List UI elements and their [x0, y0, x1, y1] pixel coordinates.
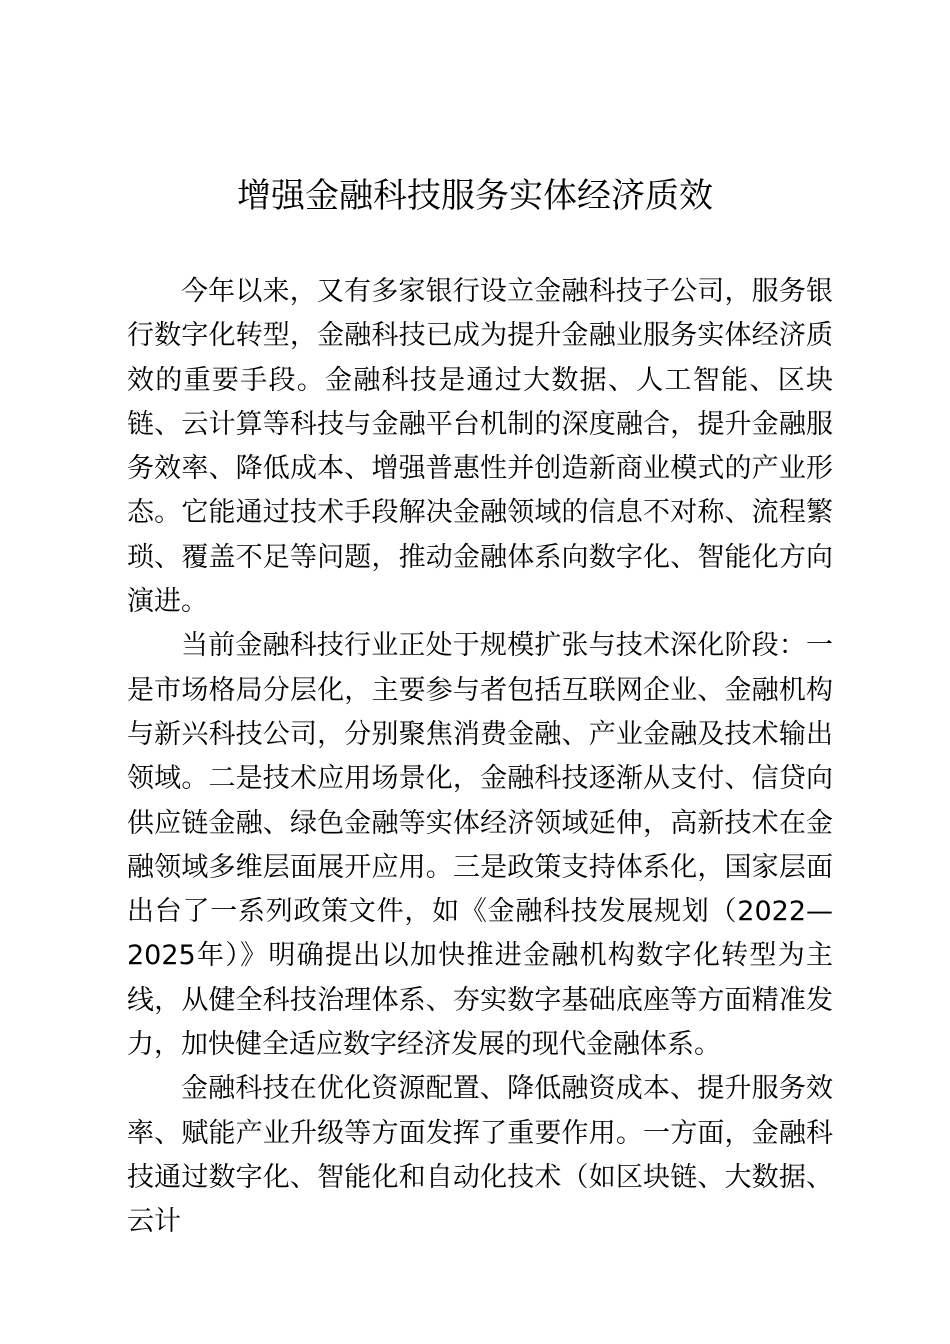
document-title: 增强金融科技服务实体经济质效 [237, 176, 713, 216]
paragraph-3: 金融科技在优化资源配置、降低融资成本、提升服务效率、赋能产业升级等方面发挥了重要作用。一方面，金融科技通过数字化、智能化和自动化技术（如区块链、大数据、云计 [127, 1073, 833, 1238]
document-body [127, 270, 833, 1245]
paragraph-1: 今年以来，又有多家银行设立金融科技子公司，服务银行数字化转型，金融科技已成为提升金融业服务实体经济质效的重要手段。金融科技是通过大数据、人工智能、区块链、云计算等科技与金融平台机制的深度融合，提升金融服务效率、降低成本、增强普惠性并创造新商业模式的产业形态。它能通过技术手段解决金融领域的信息不对称、流程繁琐、覆盖不足等问题，推动金融体系向数字化、智能化方向演进。 [127, 276, 833, 618]
paragraph-2: 当前金融科技行业正处于规模扩张与技术深化阶段：一是市场格局分层化，主要参与者包括互联网企业、金融机构与新兴科技公司，分别聚焦消费金融、产业金融及技术输出领域。二是技术应用场景化，金融科技逐渐从支付、信贷向供应链金融、绿色金融等实体经济领域延伸，高新技术在金融领域多维层面展开应用。三是政策支持体系化，国家层面出台了一系列政策文件，如《金融科技发展规划（2022—2025年）》明确提出以加快推进金融机构数字化转型为主线，从健全科技治理体系、夯实数字基础底座等方面精准发力，加快健全适应数字经济发展的现代金融体系。 [127, 630, 833, 1061]
